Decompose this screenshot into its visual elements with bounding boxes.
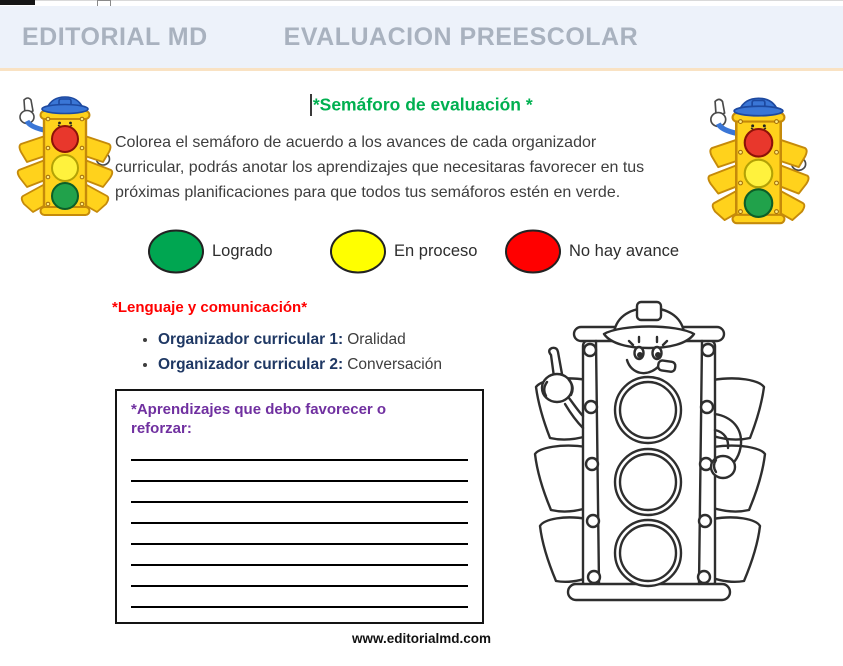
intro-paragraph [115, 130, 715, 205]
writing-line[interactable] [131, 459, 468, 461]
green-light-icon [147, 229, 205, 274]
list-item [158, 327, 442, 352]
document-header [0, 6, 843, 71]
legend-label: No hay avance [569, 242, 680, 260]
intro-line: Colorea el semáforo de acuerdo a los avances de cada organizador [115, 134, 597, 151]
notes-box-title: *Aprendizajes que debo favorecer o reforzar: [131, 401, 387, 437]
writing-line[interactable] [131, 522, 468, 524]
window-artifact-bar [0, 0, 35, 5]
writing-lines[interactable] [131, 459, 468, 608]
page-title: *Semáforo de evaluación * [312, 94, 533, 115]
page-footer [0, 630, 843, 648]
writing-line[interactable] [131, 606, 468, 608]
organizer-label: Organizador curricular 2: [158, 356, 344, 373]
intro-line: próximas planificaciones para que todos tus semáforos estén en verde. [115, 184, 621, 201]
header-document-title: EVALUACION PREESCOLAR [283, 22, 639, 51]
curricular-organizer-list [136, 327, 442, 377]
list-item [158, 352, 442, 377]
intro-line: curricular, podrás anotar los aprendizajes que necesitaras favorecer en tus [115, 159, 645, 176]
organizer-label: Organizador curricular 1: [158, 331, 344, 348]
writing-line[interactable] [131, 585, 468, 587]
writing-line[interactable] [131, 543, 468, 545]
window-top-hairline [0, 0, 843, 1]
legend-label: En proceso [394, 242, 478, 260]
writing-line[interactable] [131, 480, 468, 482]
red-light-icon [504, 229, 562, 274]
text-cursor [310, 94, 312, 116]
notes-box[interactable] [115, 389, 484, 624]
traffic-light-officer-outline-icon [511, 290, 789, 628]
section-heading-lenguaje: *Lenguaje y comunicación* [112, 299, 308, 316]
legend-item-no-hay-avance [504, 229, 679, 274]
legend-item-en-proceso [329, 229, 477, 274]
organizer-value: Oralidad [347, 331, 406, 348]
writing-line[interactable] [131, 501, 468, 503]
writing-line[interactable] [131, 564, 468, 566]
legend-label: Logrado [212, 242, 273, 260]
yellow-light-icon [329, 229, 387, 274]
website-url: www.editorialmd.com [351, 631, 492, 646]
organizer-value: Conversación [347, 356, 442, 373]
title-row [0, 94, 843, 116]
legend-item-logrado [147, 229, 273, 274]
brand-text: EDITORIAL MD [22, 22, 208, 51]
